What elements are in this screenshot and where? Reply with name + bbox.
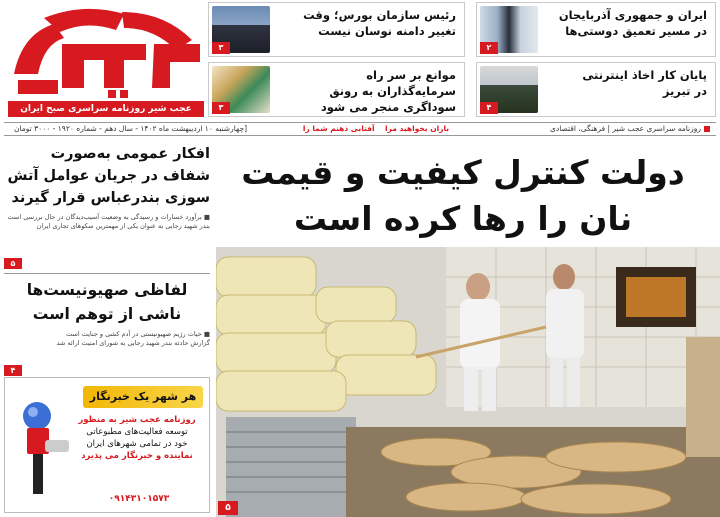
reporter-recruitment-ad[interactable] — [4, 377, 210, 513]
teaser-azerbaijan[interactable] — [476, 2, 716, 57]
publisher-label: روزنامه سراسری عجب شیر | فرهنگی، اقتصادی — [550, 123, 710, 135]
teaser-bourse[interactable] — [208, 2, 465, 57]
bakery-scene-icon — [216, 247, 720, 517]
bakery-workers-photo[interactable] — [216, 247, 720, 517]
page-number-badge: ۳ — [212, 42, 230, 54]
story-fire-bandar-abbas[interactable] — [4, 143, 210, 268]
teaser-title: ایران و جمهوری آذربایجان در مسیر تعمیق دوستی‌ها — [558, 8, 707, 38]
ad-phone-number[interactable]: ۰۹۱۴۳۱۰۱۵۷۳ — [108, 494, 170, 504]
page-number-badge: ۵ — [218, 501, 238, 515]
teaser-title: موانع بر سر راه سرمایه‌گذاران به رونق سوداگری منجر می شود — [320, 68, 456, 114]
divider — [4, 273, 210, 274]
teaser-title: پایان کار اخاذ اینترنتی در تبریز — [582, 68, 707, 98]
masthead-tagline: عجب شیر روزنامه سراسری صبح ایران — [8, 101, 204, 117]
main-headline[interactable] — [212, 150, 714, 242]
ad-body: روزنامه عجب شیر به منظور توسعه فعالیت‌های مطبوعاتی خود در تمامی شهرهای ایران نماینده و خبرنگار می پذیرد — [78, 415, 196, 461]
microphone-icon — [15, 400, 71, 500]
page-number-badge: ۵ — [4, 258, 22, 269]
story-summary: ■ برآورد خسارات و رسیدگی به وضعیت آسیب‌دیدگان در حال بررسی است بندر شهید رجایی به عنوان یکی از مهمترین سکوهای تجاری ایران — [7, 213, 210, 230]
slogan: باران بخواهید مرا آفتابی ذهنم شما را — [302, 124, 450, 133]
logo-lion-icon — [4, 4, 204, 99]
headline-line-1: دولت کنترل کیفیت و قیمت — [241, 153, 685, 192]
page-number-badge: ۳ — [212, 102, 230, 114]
story-headline: لفاظی صهیونیست‌ها ناشی از توهم است — [26, 281, 188, 323]
teaser-title: رئیس سازمان بورس؛ وقت تغییر دامنه نوسان نیست — [303, 8, 456, 38]
issue-info: [چهارشنبه ۱۰ اردیبهشت ماه ۱۴۰۲ - سال دهم - شماره ۱۹۲۰ - ۳۰۰۰ تومان — [14, 124, 248, 133]
story-zionist-rhetoric[interactable] — [4, 278, 210, 375]
red-square-icon — [704, 126, 710, 132]
newspaper-logo[interactable] — [4, 4, 204, 99]
story-summary: ■ حیات رژیم صهیونیستی در آدم کشی و جنایت است گزارش حادثه بندر شهید رجایی به شورای امنیت ارائه شد — [56, 330, 210, 347]
ad-banner: هر شهر یک خبرنگار — [83, 386, 203, 408]
teaser-investors[interactable] — [208, 62, 465, 117]
page-number-badge: ۴ — [4, 365, 22, 376]
masthead — [0, 0, 204, 117]
story-headline: افکار عمومی به‌صورت شفاف در جریان عوامل آتش سوزی بندرعباس قرار گیرند — [7, 146, 210, 206]
date-strip — [4, 122, 716, 136]
headline-line-2: نان را رها کرده است — [293, 199, 633, 238]
teaser-tabriz[interactable] — [476, 62, 716, 117]
page-number-badge: ۴ — [480, 102, 498, 114]
page-number-badge: ۲ — [480, 42, 498, 54]
